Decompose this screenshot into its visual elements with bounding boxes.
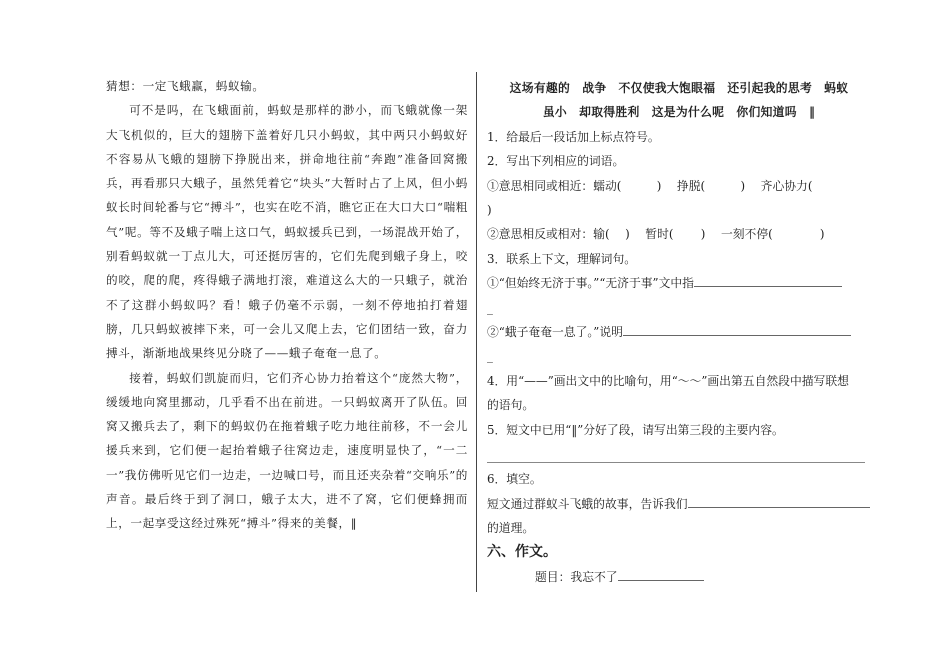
question-4-line-2: 的语句。 [487,398,535,413]
answer-line-3a[interactable] [694,274,842,287]
question-2: 2．写出下列相应的词语。 [487,154,625,169]
question-6: 6．填空。 [487,472,542,487]
question-3: 3．联系上下文，理解词句。 [487,251,637,266]
essay-title: 题目：我忘不了 [535,569,618,584]
passage-guess: 猜想：一定飞蛾赢，蚂蚁输。 [106,79,265,93]
passage-paragraph-battle: 可不是吗，在飞蛾面前，蚂蚁是那样的渺小，而飞蛾就像一架大飞机似的，巨大的翅膀下盖着好几只小蚂蚁，其中两只小蚂蚁好不容易从飞蛾的翅膀下挣脱出来，拼命地往前“奔跑”准备回窝搬兵，再看那只大蛾子，虽然凭着它“块头”大暂时占了上风，但小蚂蚁长时间轮番与它“搏斗”，也实在吃不消，瞧它正在大口大口“喘粗气”呢。等不及蛾子喘上这口气，蚂蚁援兵已到，一场混战开始了，别看蚂蚁就一丁点儿大，可还挺厉害的，它们先爬到蛾子身上，咬的咬，爬的爬，疼得蛾子满地打滚，难道这么大的一只蛾子，就治不了这群小蚂蚁吗？看！蛾子仍毫不示弱，一刻不停地拍打着翅膀，几只蚂蚁被摔下来，可一会儿又爬上去，它们团结一致，奋力搏斗，渐渐地战果终见分晓了——蛾子奄奄一息了。 [106,103,468,361]
reading-passage [106,74,468,536]
essay-title-blank[interactable] [618,568,704,581]
question-1: 1．给最后一段话加上标点符号。 [487,129,660,144]
question-3a-continuation: _ [487,300,493,315]
question-2a: ①意思相同或相近：蠕动( ) 挣脱( ) 齐心协力( [487,178,813,193]
answer-line-5[interactable] [487,442,865,463]
question-3a: ①“但始终无济于事。”“无济于事”文中指 [487,276,694,291]
section-composition-heading: 六、作文。 [487,544,557,561]
unpunctuated-line-1: 这场有趣的 战争 不仅使我大饱眼福 还引起我的思考 蚂蚁 [509,81,849,95]
question-5: 5．短文中已用“‖”分好了段，请写出第三段的主要内容。 [487,422,784,437]
question-2a-continuation: ) [487,203,492,218]
essay-title-row [487,565,871,589]
question-3b-continuation: _ [487,349,493,364]
question-6a: 短文通过群蚁斗飞蛾的故事，告诉我们 [487,496,688,511]
answer-line-6[interactable] [688,495,870,508]
answer-line-3b[interactable] [623,323,851,336]
question-2b: ②意思相反或相对：输( ) 暂时( ) 一刻不停( ) [487,227,825,242]
question-6b: 的道理。 [487,520,535,535]
questions-column [487,76,871,589]
column-divider [476,72,477,592]
question-4-line-1: 4．用“——”画出文中的比喻句，用“～～”画出第五自然段中描写联想 [487,373,849,388]
question-3b: ②“蛾子奄奄一息了。”说明 [487,325,623,340]
passage-paragraph-victory: 接着，蚂蚁们凯旋而归，它们齐心协力抬着这个“庞然大物”，缓缓地向窝里挪动，几乎看不出在前进。一只蚂蚁离开了队伍。回窝又搬兵去了，剩下的蚂蚁仍在拖着蛾子吃力地往前移，不一会儿援兵来到，它们便一起抬着蛾子往窝边走，速度明显快了，“一二一”我仿佛听见它们一边走，一边喊口号，而且还夹杂着“交响乐”的声音。最后终于到了洞口，蛾子太大，进不了窝，它们便蜂拥而上，一起享受这经过殊死“搏斗”得来的美餐，‖ [106,370,468,531]
question-3a-row [487,271,871,295]
question-3b-row [487,320,871,344]
question-6-row [487,492,871,516]
unpunctuated-line-2: 虽小 却取得胜利 这是为什么呢 你们知道吗 ‖ [542,105,816,120]
